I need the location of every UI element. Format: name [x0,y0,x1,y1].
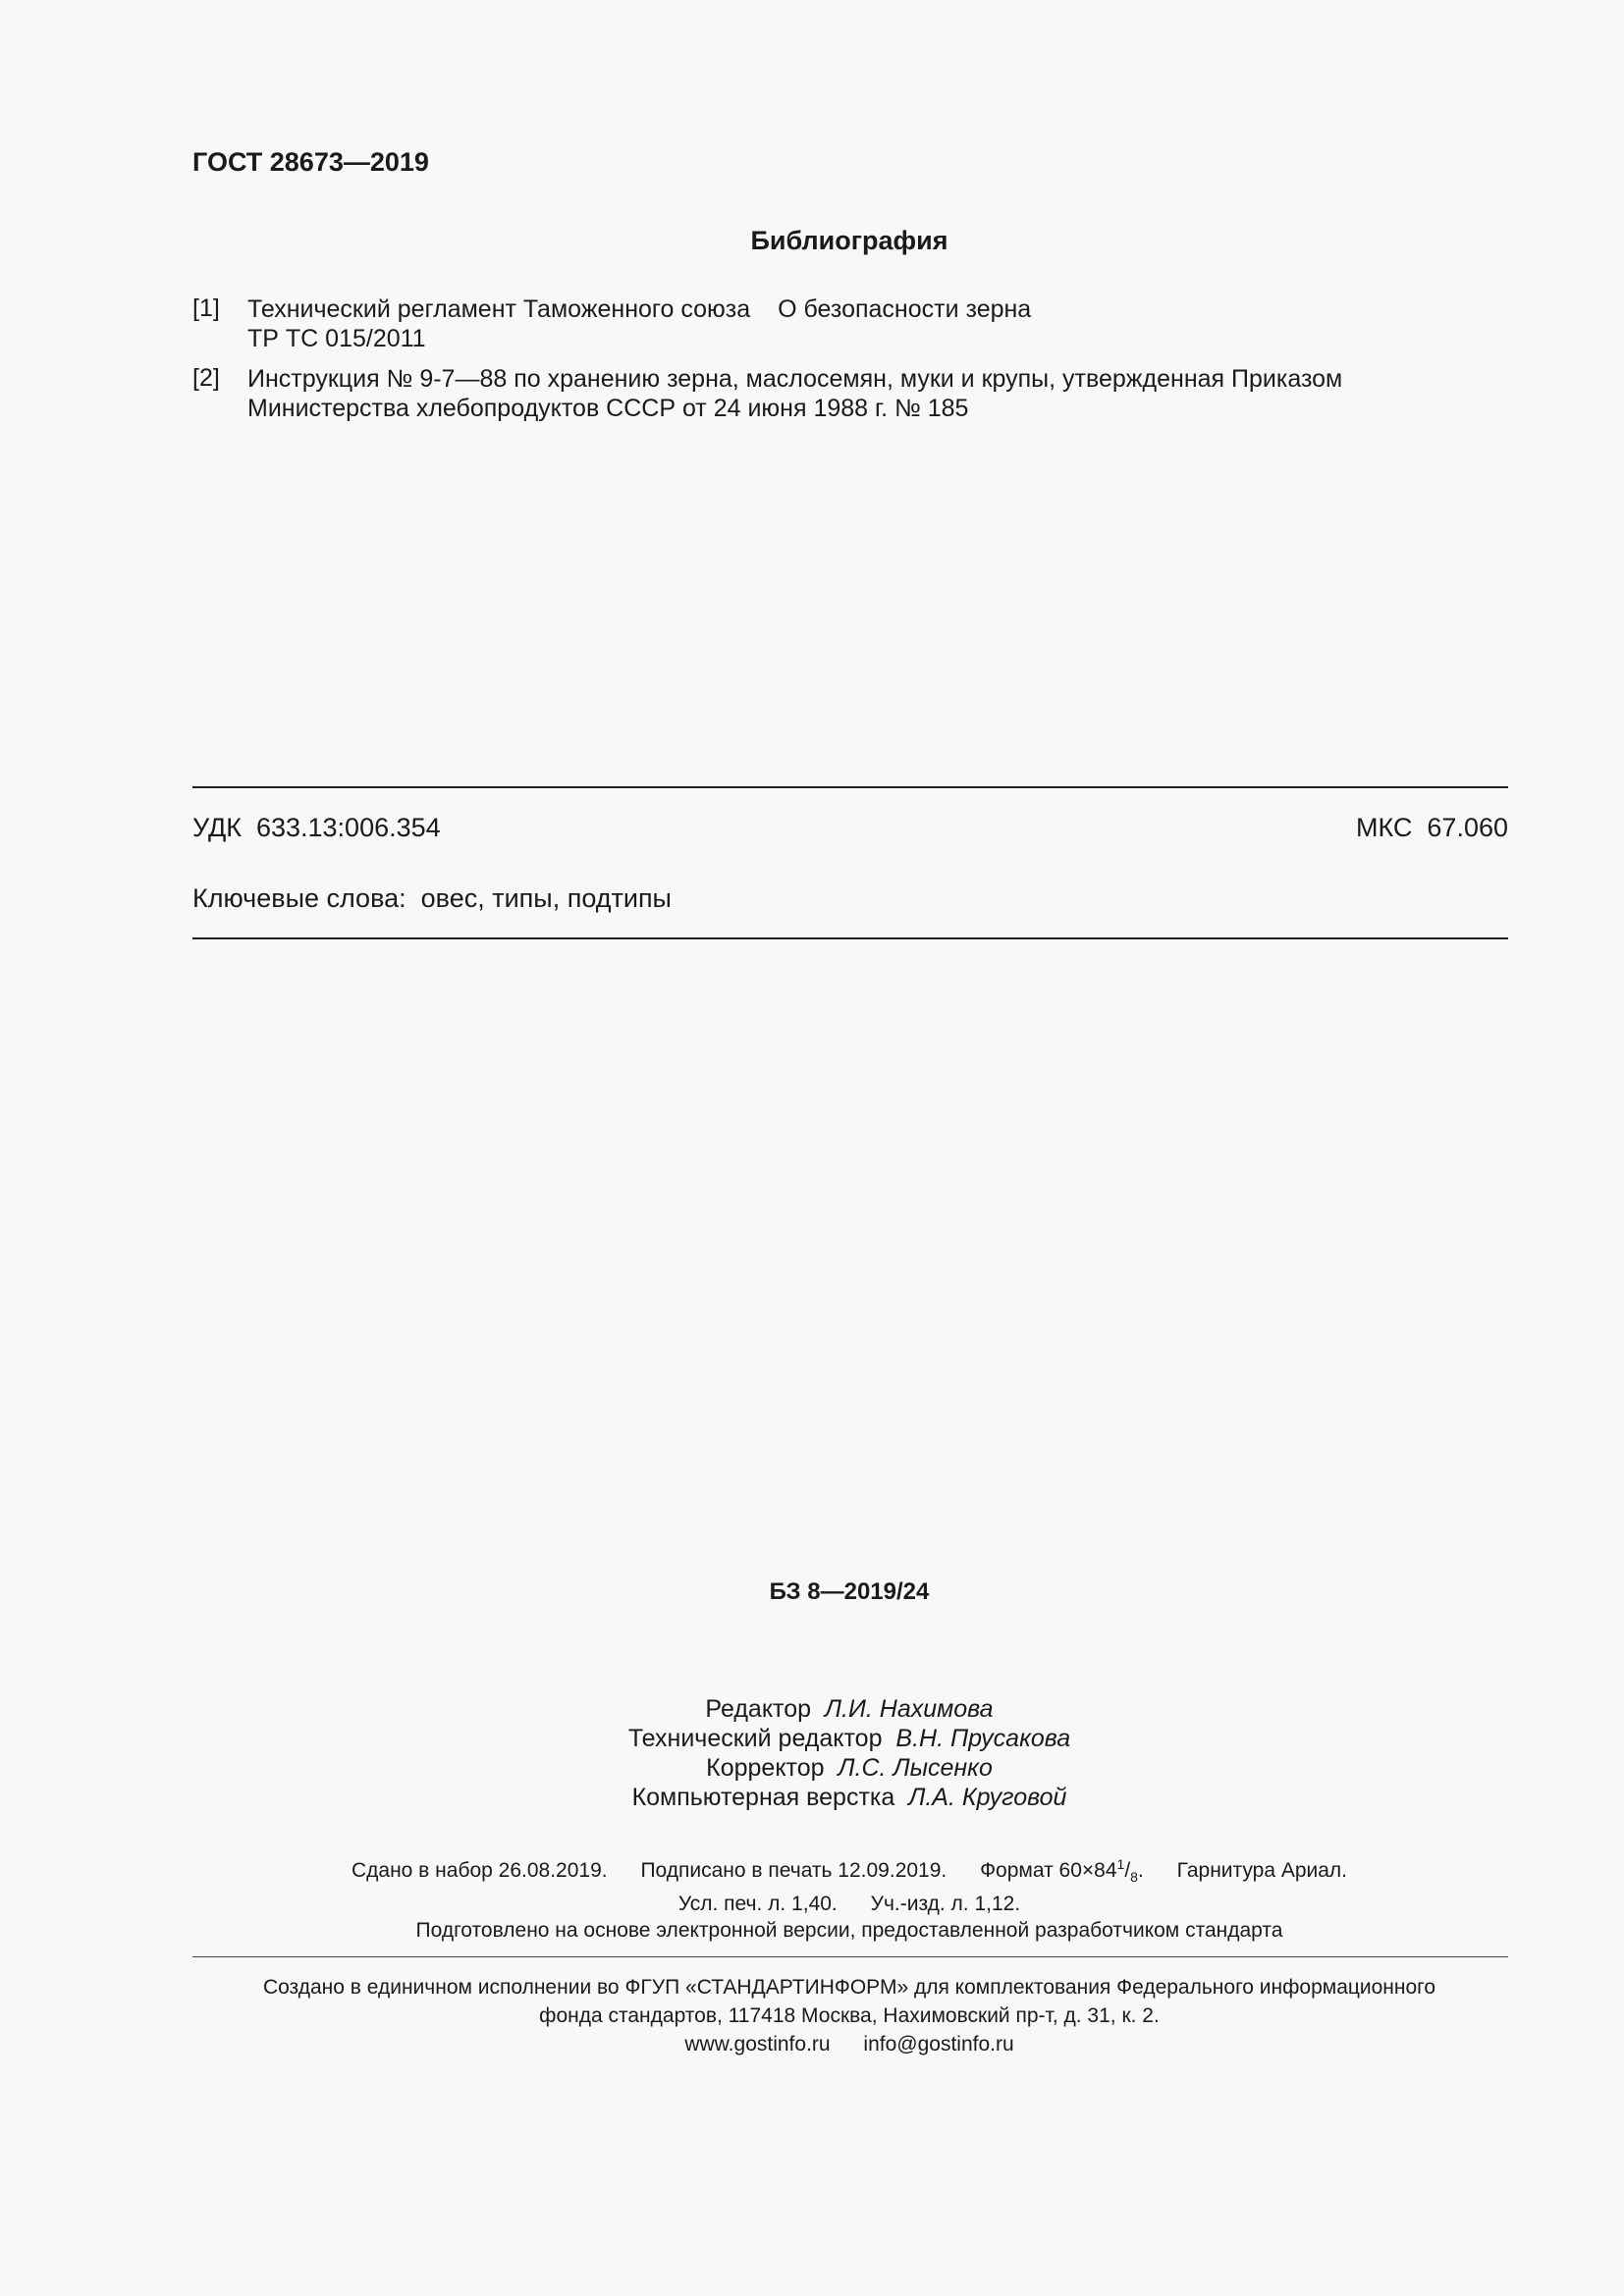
credit-line [0,1783,1624,1812]
credit-line [0,1724,1624,1753]
credit-name: В.Н. Прусакова [895,1725,1071,1752]
email-link[interactable]: info@gostinfo.ru [863,2033,1014,2056]
creator-info [0,1973,1624,2058]
divider [192,1956,1508,1957]
format-prefix: Формат 60×84 [980,1859,1117,1882]
divider [192,786,1508,788]
divider [192,937,1508,939]
credits [0,1694,1624,1812]
udk-value: 633.13:006.354 [255,813,441,842]
credit-role: Технический редактор [627,1725,883,1752]
credit-role: Компьютерная верстка [631,1784,895,1811]
credit-role: Редактор [705,1695,812,1723]
credit-name: Л.А. Круговой [908,1784,1067,1811]
signed-date: Подписано в печать 12.09.2019. [640,1859,947,1882]
keywords-value: овес, типы, подтипы [420,883,672,913]
udk-code [192,813,441,843]
udk-label: УДК [192,813,242,842]
reference-subject: О безопасности зерна [778,295,1032,323]
credit-name: Л.С. Лысенко [838,1754,993,1782]
mks-value: 67.060 [1427,813,1508,842]
reference-text: Инструкция № 9-7—88 по хранению зерна, маслосемян, муки и крупы, утвержденная Приказом Министерства хлебопродуктов СССР от 24 июня 1988 г. № 185 [247,365,1343,422]
reference-designation: ТР ТС 015/2011 [247,325,426,352]
format-suffix: . [1137,1859,1144,1882]
keywords-label: Ключевые слова: [192,883,406,913]
reference-title: Технический регламент Таможенного союза [247,295,751,323]
creator-line: Создано в единичном исполнении во ФГУП «СТАНДАРТИНФОРМ» для комплектования Федерального информационного [262,1976,1436,1999]
bibliography-title: Библиография [750,226,948,255]
credit-name: Л.И. Нахимова [824,1695,994,1723]
mks-code [1356,813,1508,843]
keywords [192,883,672,914]
format-denominator: 8 [1130,1869,1138,1886]
print-sheets: Усл. печ. л. 1,40. [677,1893,838,1916]
credit-role: Корректор [706,1754,825,1782]
paper-format: Формат $60\times 84^1/_8$. [980,1856,1144,1886]
credit-line [0,1753,1624,1783]
publication-info [0,1851,1624,1944]
mks-label: МКС [1355,813,1413,842]
publication-line [0,1891,1624,1917]
website-link[interactable]: www.gostinfo.ru [684,2033,831,2056]
publisher-sheets: Уч.-изд. л. 1,12. [870,1893,1021,1916]
reference-number: [1] [192,294,220,322]
creator-line: фонда стандартов, 117418 Москва, Нахимовский пр-т, д. 31, к. 2. [539,2004,1160,2027]
reference-number: [2] [192,364,220,392]
bz-code: БЗ 8—2019/24 [769,1578,930,1605]
document-code: ГОСТ 28673—2019 [192,147,429,177]
prepared-note: Подготовлено на основе электронной версии, предоставленной разработчиком стандарта [415,1919,1283,1943]
format-numerator: 1 [1116,1856,1125,1872]
credit-line [0,1694,1624,1724]
contact-line [0,2030,1624,2058]
reference-text [247,294,1508,353]
typeface: Гарнитура Ариал. [1176,1859,1348,1882]
submitted-date: Сдано в набор 26.08.2019. [351,1859,608,1882]
publication-line [0,1851,1624,1891]
